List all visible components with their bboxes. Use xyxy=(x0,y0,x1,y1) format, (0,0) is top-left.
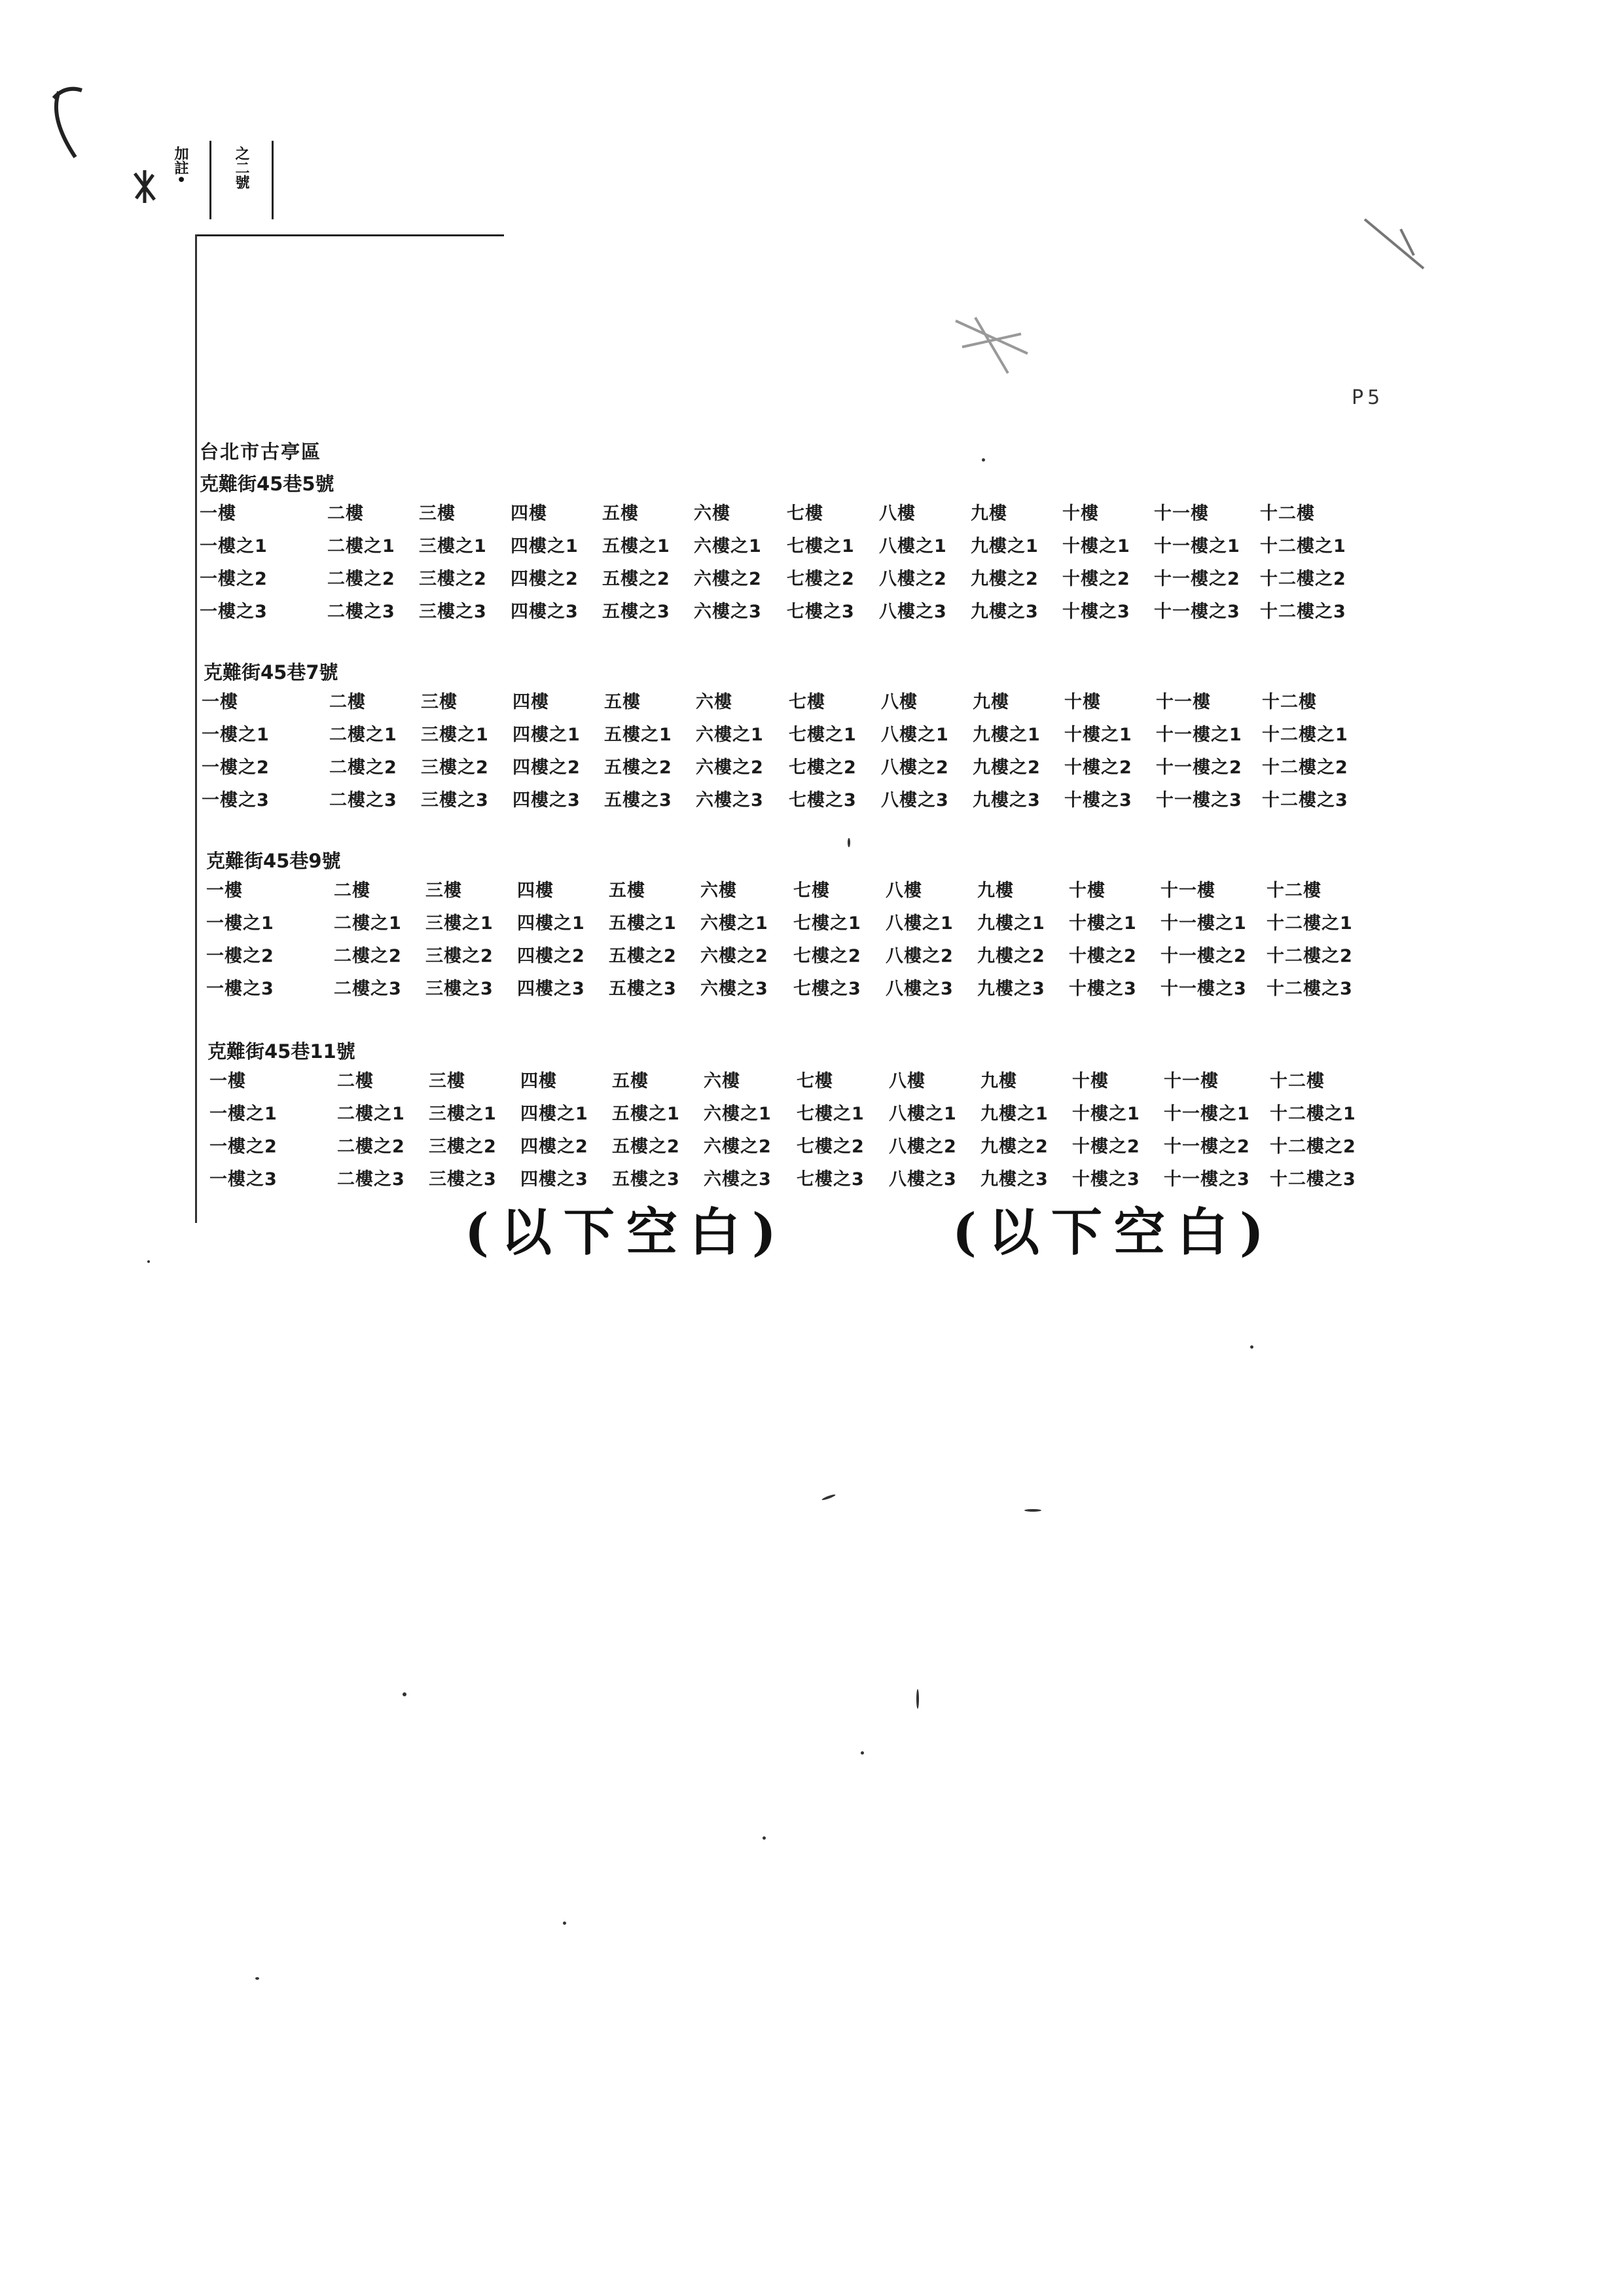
unit-cell: 三樓之2 xyxy=(429,1137,497,1157)
unit-cell: 九樓之2 xyxy=(973,757,1041,778)
unit-cell: 二樓之3 xyxy=(334,979,402,999)
unit-cell: 二樓 xyxy=(334,881,370,901)
scan-speck xyxy=(821,1493,836,1501)
unit-cell: 三樓之1 xyxy=(429,1104,497,1124)
unit-row xyxy=(200,940,1397,973)
scan-speck xyxy=(147,1260,150,1263)
unit-row xyxy=(200,1131,1397,1163)
unit-cell: 一樓之1 xyxy=(206,913,274,934)
unit-cell: 四樓 xyxy=(512,692,549,712)
margin-rule-horizontal xyxy=(196,234,504,236)
unit-cell: 五樓 xyxy=(604,692,641,712)
scan-speck xyxy=(1250,1345,1253,1349)
scan-speck xyxy=(1024,1509,1041,1512)
unit-cell: 十樓之1 xyxy=(1072,1104,1140,1124)
unit-cell: 七樓之2 xyxy=(787,569,855,589)
unit-cell: 四樓之1 xyxy=(511,536,579,556)
unit-cell: 十二樓之2 xyxy=(1270,1137,1356,1157)
unit-cell: 二樓之3 xyxy=(327,602,395,622)
unit-cell: 一樓之3 xyxy=(200,602,268,622)
unit-cell: 八樓之3 xyxy=(886,979,954,999)
unit-cell: 九樓 xyxy=(980,1071,1017,1091)
unit-cell: 十樓 xyxy=(1062,503,1099,524)
unit-cell: 十一樓之2 xyxy=(1154,569,1240,589)
unit-cell: 十樓之1 xyxy=(1064,725,1132,745)
unit-cell: 二樓之2 xyxy=(329,757,397,778)
unit-cell: 十樓 xyxy=(1064,692,1101,712)
unit-cell: 十二樓 xyxy=(1267,881,1321,901)
unit-row xyxy=(200,784,1397,817)
unit-cell: 六樓之2 xyxy=(694,569,762,589)
unit-cell: 十樓之2 xyxy=(1072,1137,1140,1157)
unit-cell: 三樓之2 xyxy=(419,569,487,589)
unit-cell: 八樓之2 xyxy=(881,757,949,778)
unit-cell: 十樓之2 xyxy=(1064,757,1132,778)
unit-row xyxy=(200,907,1397,940)
unit-cell: 四樓之3 xyxy=(511,602,579,622)
unit-cell: 五樓 xyxy=(602,503,639,524)
unit-row xyxy=(200,1065,1397,1098)
unit-cell: 九樓之3 xyxy=(973,790,1041,811)
unit-cell: 二樓之2 xyxy=(334,946,402,966)
unit-cell: 十二樓之3 xyxy=(1267,979,1353,999)
unit-cell: 八樓 xyxy=(889,1071,926,1091)
unit-cell: 一樓之3 xyxy=(206,979,274,999)
unit-cell: 十二樓之2 xyxy=(1260,569,1346,589)
unit-cell: 十一樓之3 xyxy=(1160,979,1247,999)
unit-cell: 十二樓之1 xyxy=(1260,536,1346,556)
unit-cell: 十樓 xyxy=(1069,881,1106,901)
scan-speck xyxy=(763,1836,766,1840)
unit-cell: 十二樓之3 xyxy=(1260,602,1346,622)
stamp-annotation-1: 加註• xyxy=(172,146,189,185)
unit-cell: 三樓之2 xyxy=(421,757,489,778)
unit-cell: 八樓 xyxy=(886,881,922,901)
unit-cell: 十一樓 xyxy=(1160,881,1215,901)
unit-cell: 六樓之3 xyxy=(694,602,762,622)
unit-cell: 十一樓之2 xyxy=(1156,757,1242,778)
unit-cell: 十樓之1 xyxy=(1069,913,1137,934)
unit-cell: 三樓之2 xyxy=(425,946,494,966)
unit-cell: 十樓之3 xyxy=(1064,790,1132,811)
unit-cell: 七樓 xyxy=(789,692,825,712)
unit-cell: 十一樓之2 xyxy=(1160,946,1247,966)
unit-cell: 十樓 xyxy=(1072,1071,1109,1091)
scan-speck xyxy=(916,1689,919,1709)
unit-cell: 五樓之3 xyxy=(612,1169,680,1190)
unit-cell: 四樓 xyxy=(517,881,554,901)
unit-cell: 四樓之1 xyxy=(512,725,581,745)
unit-cell: 六樓 xyxy=(696,692,732,712)
unit-cell: 十樓之3 xyxy=(1062,602,1130,622)
unit-cell: 一樓之1 xyxy=(202,725,270,745)
address-block xyxy=(200,847,1397,1006)
unit-cell: 一樓之2 xyxy=(206,946,274,966)
unit-cell: 六樓之3 xyxy=(704,1169,772,1190)
unit-row xyxy=(200,563,1397,596)
unit-cell: 七樓 xyxy=(787,503,823,524)
address-title: 克難街45巷11號 xyxy=(207,1040,355,1063)
unit-cell: 九樓之3 xyxy=(980,1169,1049,1190)
unit-cell: 八樓之1 xyxy=(881,725,949,745)
unit-cell: 一樓之3 xyxy=(209,1169,278,1190)
unit-row xyxy=(200,875,1397,907)
unit-cell: 五樓之1 xyxy=(602,536,670,556)
unit-cell: 一樓之3 xyxy=(202,790,270,811)
unit-cell: 五樓之1 xyxy=(612,1104,680,1124)
unit-cell: 九樓之1 xyxy=(977,913,1045,934)
unit-cell: 四樓之2 xyxy=(517,946,585,966)
unit-cell: 六樓之3 xyxy=(700,979,768,999)
unit-cell: 六樓之1 xyxy=(704,1104,772,1124)
unit-cell: 五樓之2 xyxy=(602,569,670,589)
unit-cell: 四樓之1 xyxy=(520,1104,588,1124)
unit-cell: 三樓 xyxy=(421,692,458,712)
unit-cell: 六樓之1 xyxy=(696,725,764,745)
unit-cell: 四樓之2 xyxy=(520,1137,588,1157)
unit-cell: 五樓之3 xyxy=(604,790,672,811)
unit-cell: 二樓之1 xyxy=(327,536,395,556)
unit-cell: 八樓之2 xyxy=(886,946,954,966)
scan-speck xyxy=(861,1751,864,1755)
unit-row xyxy=(200,498,1397,530)
unit-cell: 八樓之3 xyxy=(881,790,949,811)
address-title: 克難街45巷9號 xyxy=(206,850,341,872)
unit-cell: 五樓之2 xyxy=(612,1137,680,1157)
unit-cell: 五樓之2 xyxy=(609,946,677,966)
unit-cell: 十二樓 xyxy=(1262,692,1317,712)
unit-cell: 十一樓之1 xyxy=(1154,536,1240,556)
unit-cell: 五樓之1 xyxy=(609,913,677,934)
blank-below-note: (以下空白) xyxy=(952,1203,1276,1262)
unit-cell: 八樓 xyxy=(881,692,918,712)
unit-cell: 二樓之1 xyxy=(337,1104,405,1124)
unit-cell: 十一樓之2 xyxy=(1164,1137,1250,1157)
unit-cell: 九樓之3 xyxy=(971,602,1039,622)
unit-cell: 三樓之1 xyxy=(419,536,487,556)
unit-cell: 七樓之3 xyxy=(787,602,855,622)
unit-cell: 五樓之3 xyxy=(602,602,670,622)
unit-cell: 八樓之1 xyxy=(879,536,947,556)
unit-cell: 十一樓之1 xyxy=(1164,1104,1250,1124)
unit-cell: 二樓 xyxy=(327,503,364,524)
unit-cell: 十二樓之1 xyxy=(1270,1104,1356,1124)
unit-cell: 一樓 xyxy=(206,881,243,901)
unit-cell: 十二樓之1 xyxy=(1262,725,1348,745)
unit-cell: 四樓 xyxy=(511,503,547,524)
scan-speck xyxy=(982,458,985,462)
unit-cell: 六樓之1 xyxy=(694,536,762,556)
unit-cell: 二樓之1 xyxy=(334,913,402,934)
unit-cell: 五樓 xyxy=(609,881,645,901)
unit-cell: 七樓之2 xyxy=(793,946,861,966)
unit-cell: 九樓 xyxy=(977,881,1014,901)
unit-cell: 二樓 xyxy=(329,692,366,712)
unit-cell: 八樓之3 xyxy=(879,602,947,622)
unit-cell: 六樓之2 xyxy=(696,757,764,778)
unit-cell: 四樓之3 xyxy=(520,1169,588,1190)
unit-cell: 二樓之3 xyxy=(337,1169,405,1190)
unit-cell: 五樓之3 xyxy=(609,979,677,999)
unit-cell: 六樓 xyxy=(704,1071,740,1091)
unit-cell: 六樓 xyxy=(694,503,730,524)
margin-rule-vertical xyxy=(195,234,197,1223)
address-block xyxy=(200,1038,1397,1196)
unit-cell: 一樓之1 xyxy=(209,1104,278,1124)
unit-cell: 三樓之3 xyxy=(429,1169,497,1190)
unit-cell: 一樓 xyxy=(209,1071,246,1091)
address-block xyxy=(200,659,1397,817)
unit-cell: 九樓之2 xyxy=(971,569,1039,589)
district-heading: 台北市古亭區 xyxy=(200,441,322,463)
unit-cell: 一樓之2 xyxy=(200,569,268,589)
unit-cell: 八樓之2 xyxy=(889,1137,957,1157)
unit-cell: 十一樓 xyxy=(1164,1071,1219,1091)
unit-cell: 十二樓之3 xyxy=(1262,790,1348,811)
unit-cell: 十二樓 xyxy=(1270,1071,1325,1091)
unit-cell: 二樓之2 xyxy=(337,1137,405,1157)
unit-cell: 十一樓之3 xyxy=(1156,790,1242,811)
scan-speck xyxy=(563,1922,566,1925)
unit-cell: 十一樓 xyxy=(1154,503,1209,524)
address-block xyxy=(200,470,1397,629)
stamp-divider xyxy=(209,141,211,219)
unit-cell: 一樓之2 xyxy=(209,1137,278,1157)
unit-cell: 九樓 xyxy=(971,503,1007,524)
unit-cell: 九樓之1 xyxy=(973,725,1041,745)
unit-cell: 六樓之1 xyxy=(700,913,768,934)
unit-cell: 三樓 xyxy=(429,1071,465,1091)
unit-cell: 五樓之2 xyxy=(604,757,672,778)
unit-cell: 三樓 xyxy=(419,503,456,524)
unit-cell: 九樓之2 xyxy=(977,946,1045,966)
unit-cell: 十二樓 xyxy=(1260,503,1315,524)
unit-cell: 三樓之3 xyxy=(421,790,489,811)
unit-cell: 八樓之2 xyxy=(879,569,947,589)
scan-speck xyxy=(848,838,850,847)
unit-cell: 七樓之1 xyxy=(797,1104,865,1124)
blank-below-note: (以下空白) xyxy=(465,1203,788,1262)
unit-cell: 二樓之2 xyxy=(327,569,395,589)
unit-cell: 三樓之3 xyxy=(425,979,494,999)
unit-cell: 六樓之2 xyxy=(704,1137,772,1157)
unit-cell: 九樓之1 xyxy=(971,536,1039,556)
unit-cell: 五樓 xyxy=(612,1071,649,1091)
unit-cell: 七樓 xyxy=(797,1071,833,1091)
unit-cell: 十一樓之1 xyxy=(1160,913,1247,934)
unit-cell: 三樓之3 xyxy=(419,602,487,622)
unit-cell: 九樓 xyxy=(973,692,1009,712)
scan-speck xyxy=(255,1977,259,1980)
unit-cell: 四樓 xyxy=(520,1071,557,1091)
unit-cell: 一樓之2 xyxy=(202,757,270,778)
unit-cell: 四樓之3 xyxy=(517,979,585,999)
unit-cell: 一樓 xyxy=(202,692,238,712)
unit-cell: 五樓之1 xyxy=(604,725,672,745)
unit-cell: 十一樓 xyxy=(1156,692,1211,712)
unit-cell: 九樓之2 xyxy=(980,1137,1049,1157)
unit-cell: 四樓之2 xyxy=(511,569,579,589)
unit-cell: 一樓之1 xyxy=(200,536,268,556)
unit-cell: 六樓之2 xyxy=(700,946,768,966)
unit-cell: 十一樓之3 xyxy=(1154,602,1240,622)
seal-mark-icon xyxy=(128,167,161,206)
unit-cell: 七樓之3 xyxy=(793,979,861,999)
unit-cell: 十二樓之1 xyxy=(1267,913,1353,934)
unit-row xyxy=(200,1098,1397,1131)
unit-cell: 二樓之3 xyxy=(329,790,397,811)
unit-row xyxy=(200,596,1397,629)
unit-cell: 三樓之1 xyxy=(425,913,494,934)
unit-cell: 十樓之2 xyxy=(1069,946,1137,966)
unit-cell: 二樓之1 xyxy=(329,725,397,745)
unit-cell: 十樓之3 xyxy=(1069,979,1137,999)
unit-cell: 十二樓之2 xyxy=(1267,946,1353,966)
unit-cell: 八樓 xyxy=(879,503,916,524)
unit-cell: 九樓之3 xyxy=(977,979,1045,999)
unit-cell: 七樓之2 xyxy=(789,757,857,778)
corner-mark-icon xyxy=(46,79,98,164)
stamp-divider xyxy=(272,141,274,219)
unit-cell: 八樓之3 xyxy=(889,1169,957,1190)
unit-cell: 十一樓之1 xyxy=(1156,725,1242,745)
unit-row xyxy=(200,719,1397,752)
unit-cell: 七樓之3 xyxy=(797,1169,865,1190)
scan-speck xyxy=(403,1692,406,1696)
unit-cell: 二樓 xyxy=(337,1071,374,1091)
unit-cell: 十樓之2 xyxy=(1062,569,1130,589)
unit-cell: 六樓 xyxy=(700,881,737,901)
unit-cell: 九樓之1 xyxy=(980,1104,1049,1124)
unit-row xyxy=(200,752,1397,784)
unit-cell: 十一樓之3 xyxy=(1164,1169,1250,1190)
unit-cell: 十二樓之3 xyxy=(1270,1169,1356,1190)
page-number: P5 xyxy=(1352,386,1384,409)
stamp-annotation-2: 之二號 xyxy=(233,146,249,189)
unit-row xyxy=(200,686,1397,719)
unit-cell: 十樓之1 xyxy=(1062,536,1130,556)
unit-cell: 三樓之1 xyxy=(421,725,489,745)
unit-cell: 八樓之1 xyxy=(889,1104,957,1124)
unit-cell: 七樓之1 xyxy=(789,725,857,745)
unit-cell: 六樓之3 xyxy=(696,790,764,811)
unit-cell: 四樓之3 xyxy=(512,790,581,811)
unit-cell: 七樓之1 xyxy=(793,913,861,934)
address-title: 克難街45巷5號 xyxy=(200,473,334,495)
unit-cell: 八樓之1 xyxy=(886,913,954,934)
unit-row xyxy=(200,530,1397,563)
unit-cell: 十樓之3 xyxy=(1072,1169,1140,1190)
unit-cell: 四樓之2 xyxy=(512,757,581,778)
header-stamp xyxy=(98,141,281,226)
address-title: 克難街45巷7號 xyxy=(204,661,338,683)
unit-cell: 七樓之2 xyxy=(797,1137,865,1157)
unit-cell: 七樓 xyxy=(793,881,830,901)
unit-row xyxy=(200,973,1397,1006)
unit-cell: 三樓 xyxy=(425,881,462,901)
unit-cell: 十二樓之2 xyxy=(1262,757,1348,778)
unit-cell: 一樓 xyxy=(200,503,236,524)
unit-cell: 七樓之1 xyxy=(787,536,855,556)
faded-seal-icon xyxy=(949,308,1034,380)
faded-seal-icon xyxy=(1361,216,1427,275)
unit-cell: 四樓之1 xyxy=(517,913,585,934)
unit-cell: 七樓之3 xyxy=(789,790,857,811)
